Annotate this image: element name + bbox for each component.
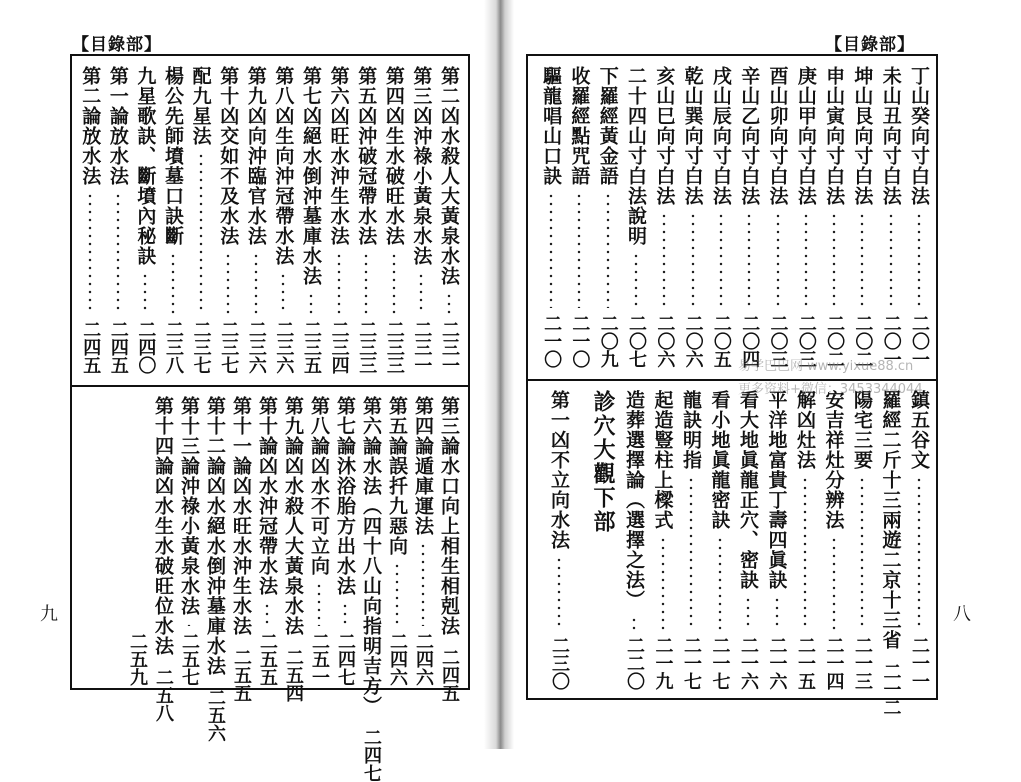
toc-entry bbox=[326, 66, 352, 374]
toc-entry bbox=[384, 396, 410, 686]
toc-entry-title: 配九星法 bbox=[189, 66, 212, 146]
toc-entry bbox=[243, 66, 269, 374]
dot-leader bbox=[860, 476, 864, 630]
toc-entry bbox=[381, 66, 407, 374]
toc-entry-title: 看大地眞龍正穴、密訣 bbox=[737, 390, 759, 590]
dot-leader bbox=[632, 616, 636, 630]
toc-entry-page: 二〇一 bbox=[909, 314, 930, 368]
toc-entry-page: 二三三 bbox=[356, 320, 378, 374]
toc-entry-page: 二一一 bbox=[909, 636, 930, 690]
toc-entry bbox=[188, 66, 214, 374]
toc-entry-page: 二三〇 bbox=[549, 636, 570, 690]
toc-entry-title: 陽宅三要 bbox=[851, 390, 873, 470]
toc-entry bbox=[150, 396, 176, 722]
dot-leader bbox=[803, 476, 807, 630]
toc-entry-title: 第五凶沖破冠帶水法 bbox=[355, 66, 378, 246]
toc-entry bbox=[906, 390, 932, 690]
toc-entry-title: 丁山癸向寸白法 bbox=[908, 66, 930, 206]
toc-entry-title: 第九凶向沖臨官水法 bbox=[244, 66, 267, 246]
toc-entry bbox=[306, 396, 332, 686]
toc-entry bbox=[878, 66, 904, 368]
toc-entry-title: 第四論遁庫運法 bbox=[412, 396, 434, 536]
dot-leader bbox=[804, 212, 808, 308]
toc-entry bbox=[358, 396, 384, 782]
toc-entry-title: 平洋地富貴丁壽四眞訣 bbox=[765, 390, 788, 590]
toc-frame bbox=[526, 54, 938, 716]
toc-entry-title: 第十一論凶水旺水沖生水法 bbox=[230, 396, 252, 636]
toc-entry-page: 二四〇 bbox=[135, 320, 157, 374]
toc-entry-page: 二一二 bbox=[880, 662, 902, 716]
toc-entry-page: 二四五 bbox=[80, 320, 102, 374]
toc-entry-title: 造葬選擇論（選擇之法） bbox=[623, 390, 645, 610]
toc-entry-title: 辛山乙向寸白法 bbox=[738, 66, 761, 206]
toc-entry bbox=[906, 66, 932, 368]
toc-entry-page: 二四七 bbox=[335, 632, 356, 686]
toc-entry-page: 二一六 bbox=[738, 636, 759, 690]
toc-entry bbox=[436, 66, 462, 374]
toc-entry bbox=[623, 66, 649, 368]
toc-entry-title: 看小地眞龍密訣 bbox=[708, 390, 731, 530]
toc-entry-page: 二四六 bbox=[387, 632, 408, 686]
toc-entry-page: 二一六 bbox=[766, 636, 788, 690]
dot-leader bbox=[917, 212, 921, 308]
toc-entry-title: 第七論沐浴胎方出水法 bbox=[334, 396, 356, 596]
toc-entry bbox=[650, 390, 676, 690]
dot-leader bbox=[661, 536, 665, 630]
toc-entry-title: 第十論凶水沖冠帶水法 bbox=[256, 396, 278, 596]
toc-entry-title: 戌山辰向寸白法 bbox=[709, 66, 732, 206]
toc-entry bbox=[270, 66, 296, 374]
dot-leader bbox=[691, 212, 695, 308]
dot-leader bbox=[143, 272, 147, 314]
toc-entry-page: 二五四 bbox=[283, 648, 304, 702]
toc-entry-title: 安吉祥灶分辨法 bbox=[822, 390, 845, 530]
toc-entry-page: 二二〇 bbox=[624, 636, 645, 690]
toc-entry-title: 第八凶生向沖冠帶水法 bbox=[272, 66, 295, 266]
toc-entry-page: 二一三 bbox=[852, 636, 873, 690]
dot-leader bbox=[889, 212, 893, 308]
dot-leader bbox=[187, 622, 191, 626]
toc-entry-page: 二〇九 bbox=[597, 314, 619, 368]
dot-leader bbox=[577, 192, 581, 308]
toc-entry-page: 二五一 bbox=[309, 632, 330, 686]
dot-leader bbox=[606, 192, 610, 308]
toc-entry bbox=[410, 396, 436, 686]
toc-frame bbox=[70, 54, 470, 782]
toc-entry-title: 第二凶水殺人大黃泉水法 bbox=[438, 66, 460, 286]
dot-leader bbox=[343, 602, 347, 626]
toc-entry-title: 乾山巽向寸白法 bbox=[681, 66, 704, 206]
toc-entry-title: 申山寅向寸白法 bbox=[823, 66, 846, 206]
toc-entry bbox=[124, 396, 150, 686]
toc-entry bbox=[821, 390, 847, 690]
toc-entry-title: 庚山甲向寸白法 bbox=[794, 66, 817, 206]
toc-entry-page: 二〇二 bbox=[852, 314, 874, 368]
section-header-label: 【目錄部】 bbox=[825, 35, 915, 55]
toc-entry-page: 二五七 bbox=[179, 632, 200, 686]
toc-entry-page: 二四六 bbox=[413, 632, 434, 686]
toc-entry bbox=[332, 396, 358, 686]
toc-entry bbox=[254, 396, 280, 686]
toc-entry bbox=[353, 66, 379, 374]
dot-leader bbox=[832, 212, 836, 308]
toc-entry-title: 第十四論凶水生水破旺位水法 bbox=[152, 396, 174, 656]
toc-entry-title: 未山丑向寸白法 bbox=[879, 66, 902, 206]
dot-leader bbox=[395, 562, 399, 626]
toc-entry-page: 二三七 bbox=[218, 320, 240, 374]
toc-entry-page: 二四五 bbox=[107, 320, 129, 374]
toc-entry bbox=[878, 390, 904, 716]
dot-leader bbox=[254, 252, 258, 314]
toc-entry-title: 坤山艮向寸白法 bbox=[851, 66, 874, 206]
toc-entry bbox=[708, 66, 734, 368]
toc-entry-page: 二三六 bbox=[273, 320, 295, 374]
toc-entry bbox=[546, 390, 572, 690]
toc-entry-title: 解凶灶法 bbox=[794, 390, 816, 470]
dot-leader bbox=[689, 476, 693, 630]
toc-entry-title: 龍訣明指 bbox=[680, 390, 702, 470]
toc-entry-page: 二三六 bbox=[245, 320, 267, 374]
dot-leader bbox=[860, 212, 864, 308]
toc-entry bbox=[821, 66, 847, 368]
toc-entry-page: 二一七 bbox=[709, 636, 731, 690]
toc-entry bbox=[707, 390, 733, 690]
toc-entry-title: 第九論凶水殺人大黃泉水法 bbox=[282, 396, 304, 636]
toc-entry-page: 二〇三 bbox=[795, 314, 817, 368]
toc-entry-page: 二三三 bbox=[383, 320, 405, 374]
toc-entry-page: 二五五 bbox=[231, 648, 252, 702]
toc-entry-title: 起造豎柱上樑式 bbox=[651, 390, 674, 530]
toc-entry-page: 二四七 bbox=[361, 728, 382, 782]
toc-entry bbox=[298, 66, 324, 374]
toc-entry-page: 二一〇 bbox=[569, 314, 591, 368]
toc-entry bbox=[764, 390, 790, 690]
toc-entry-page: 二〇七 bbox=[626, 314, 647, 368]
toc-entry-title: 第七凶絕水倒沖墓庫水法 bbox=[300, 66, 322, 286]
toc-entry-title: 第十凶交如不及水法 bbox=[217, 66, 240, 246]
toc-entry bbox=[849, 390, 875, 690]
toc-entry-title: 第五論誤扦九惡向 bbox=[386, 396, 408, 556]
toc-entry bbox=[176, 396, 202, 686]
part-heading: 診穴大觀下部 bbox=[590, 390, 616, 534]
toc-entry bbox=[77, 66, 103, 374]
toc-entry-title: 亥山巳向寸白法 bbox=[653, 66, 676, 206]
toc-entry bbox=[105, 66, 131, 374]
watermark-contact: 更多资料+微信：3453344044 bbox=[738, 382, 923, 397]
frame-divider bbox=[72, 385, 468, 387]
toc-entry-title: 第六論水法（四十八山向指明吉方） bbox=[360, 396, 382, 716]
toc-entry-page: 二三四 bbox=[328, 320, 350, 374]
page-number: 八 bbox=[953, 604, 971, 625]
toc-entry-title: 收羅經點咒語 bbox=[568, 66, 591, 186]
toc-entry-page: 二五六 bbox=[205, 688, 226, 742]
toc-entry bbox=[651, 66, 677, 368]
toc-entry bbox=[849, 66, 875, 368]
dot-leader bbox=[265, 602, 269, 626]
toc-entry-title: 九星歌訣、斷墳內秘訣 bbox=[134, 66, 157, 266]
toc-entry-title: 第三凶沖祿小黃泉水法 bbox=[410, 66, 433, 266]
toc-entry bbox=[132, 66, 158, 374]
toc-entry-page: 二一〇 bbox=[541, 314, 563, 368]
toc-entry-page: 二三五 bbox=[301, 320, 322, 374]
toc-entry-title: 第二論放水法 bbox=[79, 66, 102, 186]
toc-entry bbox=[566, 66, 592, 368]
dot-leader bbox=[719, 212, 723, 308]
toc-entry bbox=[736, 66, 762, 368]
toc-entry-page: 二五九 bbox=[127, 632, 148, 686]
toc-entry-title: 第一凶不立向水法 bbox=[548, 390, 570, 550]
toc-entry-page: 二三一 bbox=[411, 320, 433, 374]
toc-entry-title: 酉山卯向寸白法 bbox=[766, 66, 789, 206]
toc-entry-page: 二〇五 bbox=[710, 314, 732, 368]
dot-leader bbox=[662, 212, 666, 308]
toc-entry-title: 驅龍唱山口訣 bbox=[540, 66, 563, 186]
right-page bbox=[503, 0, 1021, 749]
toc-entry-page: 二〇六 bbox=[682, 314, 704, 368]
toc-entry bbox=[408, 66, 434, 374]
dot-leader bbox=[775, 596, 779, 630]
toc-entry-title: 第十二論凶水絕水倒沖墓庫水法 bbox=[204, 396, 226, 676]
section-header-label: 【目錄部】 bbox=[72, 35, 162, 55]
dot-leader bbox=[746, 596, 750, 630]
toc-entry-title: 第一論放水法 bbox=[106, 66, 129, 186]
toc-entry-page: 二三七 bbox=[190, 320, 212, 374]
toc-entry bbox=[680, 66, 706, 368]
dot-leader bbox=[718, 536, 722, 630]
dot-leader bbox=[364, 252, 368, 314]
toc-entry-page: 二三一 bbox=[439, 320, 460, 374]
toc-entry-title: 楊公先師墳墓口訣斷 bbox=[162, 66, 184, 246]
dot-leader bbox=[337, 252, 341, 314]
toc-entry-title: 二十四山寸白法說明 bbox=[625, 66, 647, 246]
toc-entry bbox=[280, 396, 306, 702]
toc-entry bbox=[678, 390, 704, 690]
toc-entry-page: 二〇二 bbox=[824, 314, 846, 368]
dot-leader bbox=[309, 292, 313, 314]
toc-entry-page: 二〇一 bbox=[880, 314, 902, 368]
toc-entry-page: 二五五 bbox=[257, 632, 278, 686]
dot-leader bbox=[317, 582, 321, 626]
toc-entry-title: 第四凶生水破旺水法 bbox=[382, 66, 405, 246]
toc-entry-page: 二〇三 bbox=[767, 314, 789, 368]
toc-entry-page: 二三八 bbox=[163, 320, 184, 374]
toc-entry bbox=[215, 66, 241, 374]
toc-entry-page: 二四五 bbox=[439, 648, 460, 702]
dot-leader bbox=[747, 212, 751, 308]
toc-entry bbox=[735, 390, 761, 690]
toc-entry-page: 二五八 bbox=[153, 668, 174, 722]
dot-leader bbox=[199, 152, 203, 314]
dot-leader bbox=[634, 252, 638, 308]
toc-entry-page: 二一五 bbox=[795, 636, 816, 690]
toc-entry-title: 第三論水口向上相生相剋法 bbox=[438, 396, 460, 636]
watermark-site: 易学巴巴网 www.yixue88.cn bbox=[738, 359, 914, 374]
toc-entry bbox=[538, 66, 564, 368]
dot-leader bbox=[281, 272, 285, 314]
toc-entry-page: 二一九 bbox=[652, 636, 674, 690]
toc-entry-page: 二一七 bbox=[681, 636, 702, 690]
dot-leader bbox=[447, 292, 451, 314]
dot-leader bbox=[392, 252, 396, 314]
toc-entry bbox=[765, 66, 791, 368]
toc-entry bbox=[621, 390, 647, 690]
toc-entry-page: 二〇四 bbox=[739, 314, 761, 368]
toc-entry-title: 第六凶旺水沖生水法 bbox=[327, 66, 350, 246]
toc-entry bbox=[595, 66, 621, 368]
toc-entry-title: 鎮五谷文 bbox=[908, 390, 930, 470]
toc-entry-title: 第十三論沖祿小黃泉水法 bbox=[178, 396, 200, 616]
toc-entry bbox=[793, 66, 819, 368]
dot-leader bbox=[88, 192, 92, 314]
dot-leader bbox=[116, 192, 120, 314]
toc-entry bbox=[436, 396, 462, 702]
toc-entry bbox=[228, 396, 254, 702]
toc-entry bbox=[202, 396, 228, 742]
dot-leader bbox=[421, 542, 425, 626]
toc-entry-page: 二〇六 bbox=[654, 314, 676, 368]
page-number: 九 bbox=[40, 604, 58, 625]
toc-entry bbox=[160, 66, 186, 374]
dot-leader bbox=[226, 252, 230, 314]
dot-leader bbox=[557, 556, 561, 630]
toc-entry bbox=[792, 390, 818, 690]
dot-leader bbox=[776, 212, 780, 308]
dot-leader bbox=[832, 536, 836, 630]
dot-leader bbox=[549, 192, 553, 308]
dot-leader bbox=[419, 272, 423, 314]
left-page bbox=[0, 0, 498, 782]
toc-entry-page: 二一四 bbox=[823, 636, 845, 690]
toc-entry-title: 下羅經黃金語 bbox=[596, 66, 619, 186]
dot-leader bbox=[171, 252, 175, 314]
toc-entry-title: 羅經二斤十三兩遊二京十三省 bbox=[879, 390, 902, 650]
toc-entry-title: 第八論凶水不可立向 bbox=[308, 396, 330, 576]
dot-leader bbox=[917, 476, 921, 630]
